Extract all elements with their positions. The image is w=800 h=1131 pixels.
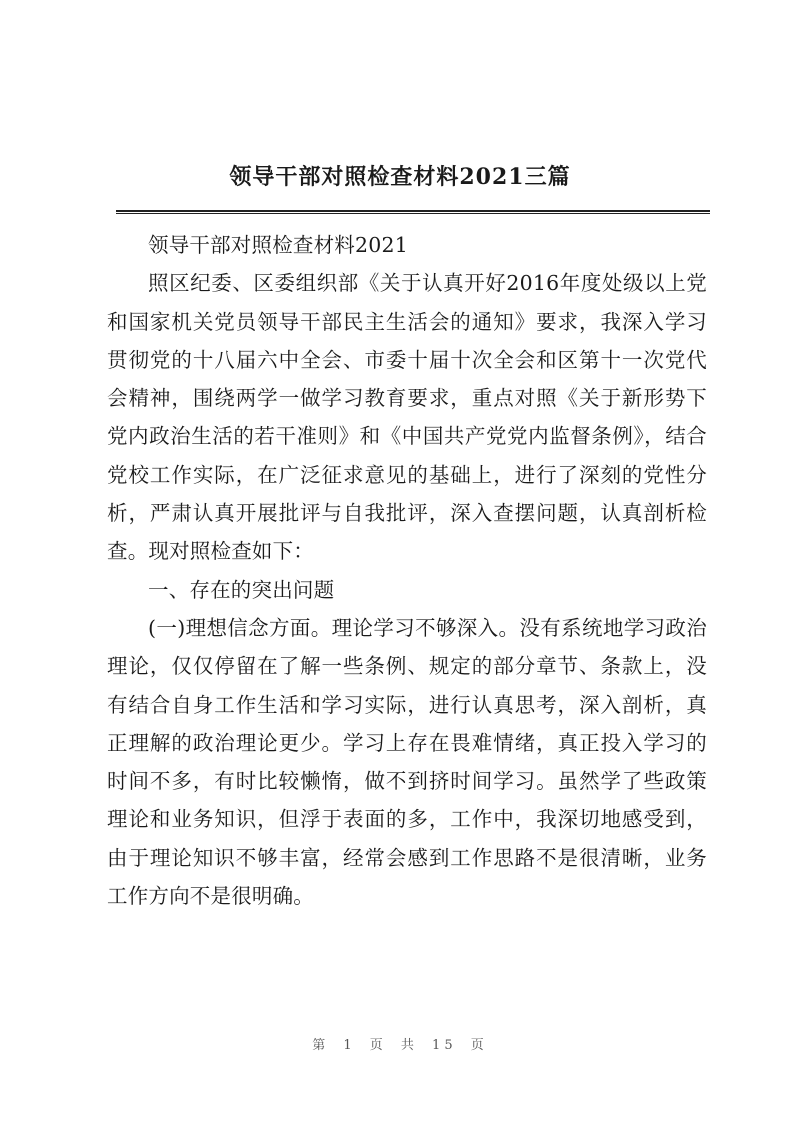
title-divider (116, 210, 710, 214)
section-heading: 一、存在的突出问题 (148, 577, 335, 602)
document-body (107, 226, 707, 915)
document-title: 领导干部对照检查材料2021三篇 (229, 164, 571, 190)
intro-paragraph: 照区纪委、区委组织部《关于认真开好2016年度处级以上党和国家机关党员领导干部民主生活会的通知》要求，我深入学习贯彻党的十八届六中全会、市委十届十次全会和区第十一次党代会精神，围绕两学一做学习教育要求，重点对照《关于新形势下党内政治生活的若干准则》和《中国共产党党内监督条例》，结合党校工作实际，在广泛征求意见的基础上，进行了深刻的党性分析，严肃认真开展批评与自我批评，深入查摆问题，认真剖析检查。现对照检查如下： (107, 271, 707, 564)
subtitle-paragraph: 领导干部对照检查材料2021 (148, 233, 408, 257)
page-number: 第 1 页 共 15 页 (312, 1038, 488, 1053)
body-paragraph: (一)理想信念方面。理论学习不够深入。没有系统地学习政治理论，仅仅停留在了解一些条例、规定的部分章节、条款上，没有结合自身工作生活和学习实际，进行认真思考，深入剖析，真正理解的政治理论更少。学习上存在畏难情绪，真正投入学习的时间不多，有时比较懒惰，做不到挤时间学习。虽然学了些政策理论和业务知识，但浮于表面的多，工作中，我深切地感受到，由于理论知识不够丰富，经常会感到工作思路不是很清晰，业务工作方向不是很明确。 (107, 615, 707, 909)
